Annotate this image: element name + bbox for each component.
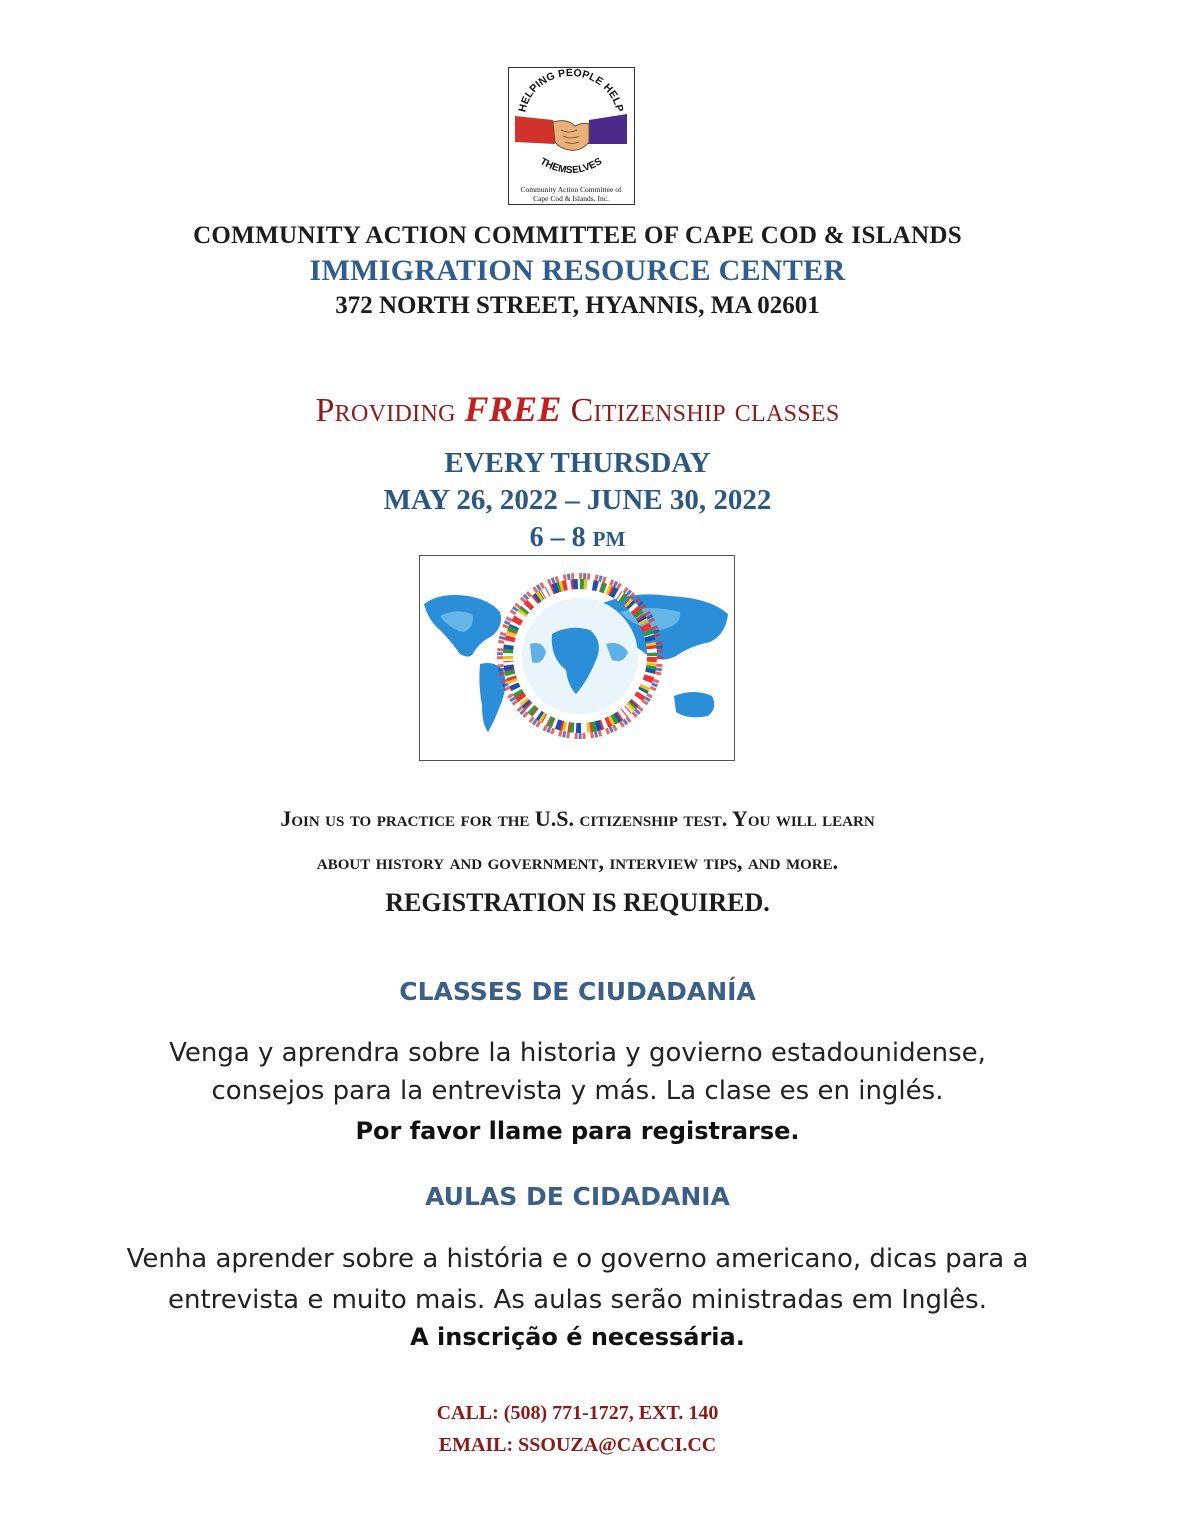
portuguese-body-line2: entrevista e muito mais. As aulas serão ministradas em Inglês. [168,1285,987,1315]
english-line2: about history and government, interview tips, and more. [316,849,839,874]
logo-bottom-text: THEMSELVES [537,156,605,177]
logo-caption-line1: Community Action Committee of [520,185,622,194]
portuguese-registration: A inscrição é necessária. [410,1323,745,1351]
world-map-flags-image [419,555,735,761]
logo-caption-line2: Cape Cod & Islands, Inc. [533,194,609,203]
logo-caption [509,185,633,203]
headline [0,388,1155,430]
center-name: IMMIGRATION RESOURCE CENTER [309,254,846,287]
spanish-heading: CLASSES DE CIUDADANÍA [399,977,756,1006]
world-map-icon [420,556,733,759]
spanish-registration: Por favor llame para registrarse. [355,1117,800,1145]
org-name: COMMUNITY ACTION COMMITTEE OF CAPE COD & ISLANDS [193,222,962,249]
logo-top-text: HELPING PEOPLE HELP [516,68,626,114]
contact-phone[interactable]: CALL: (508) 771-1727, EXT. 140 [436,1402,719,1424]
svg-text:HELPING PEOPLE HELP [516,68,625,113]
schedule-time [0,522,1155,554]
spanish-body-line1: Venga y aprendra sobre la historia y govierno estadounidense, [169,1038,986,1068]
headline-prefix: Providing [315,392,456,429]
address: 372 NORTH STREET, HYANNIS, MA 02601 [335,292,820,319]
spanish-body-line2: consejos para la entrevista y más. La clase es en inglés. [211,1076,944,1106]
portuguese-body-line1: Venha aprender sobre a história e o governo americano, dicas para a [126,1244,1029,1274]
org-logo [508,67,635,205]
english-registration: REGISTRATION IS REQUIRED. [385,888,770,917]
portuguese-heading: AULAS DE CIDADANIA [425,1182,730,1211]
schedule-time-suffix: PM [592,527,626,551]
schedule-dates: MAY 26, 2022 – JUNE 30, 2022 [383,484,772,516]
handshake-icon [509,68,633,203]
schedule-day: EVERY THURSDAY [444,447,711,479]
english-line1: Join us to practice for the U.S. citizenship test. You will learn [280,806,875,831]
headline-free: FREE [464,389,562,429]
contact-email[interactable]: EMAIL: SSOUZA@CACCI.CC [438,1434,717,1456]
schedule-time-range: 6 – 8 [529,522,586,553]
svg-text:THEMSELVES [538,156,604,176]
headline-suffix: Citizenship classes [570,392,840,429]
